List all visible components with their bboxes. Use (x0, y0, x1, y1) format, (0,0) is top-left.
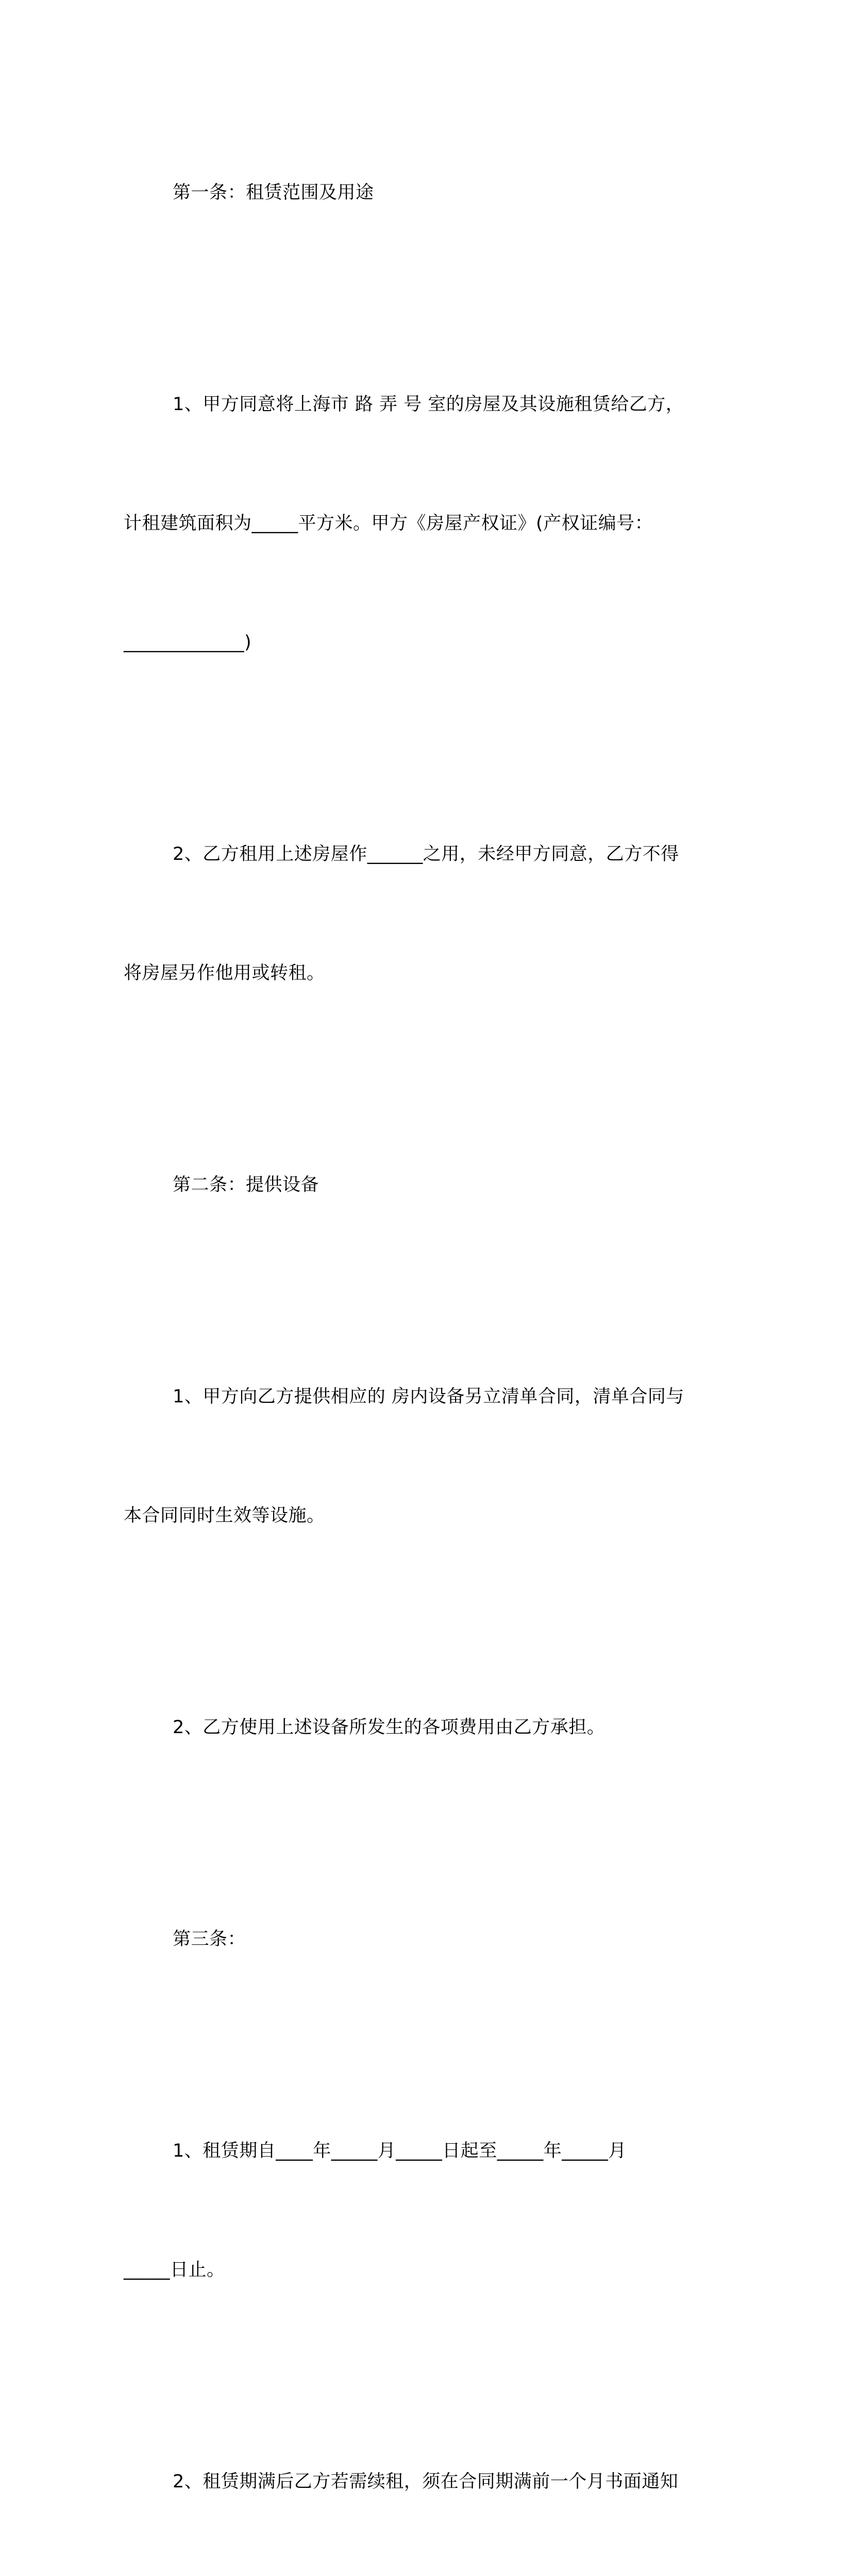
section-heading-3 (124, 1840, 716, 2039)
heading-text: 第三条： (173, 1929, 246, 1950)
clause-line: 本合同同时生效等设施。 (124, 1505, 325, 1526)
clause-line: 1、甲方同意将上海市 路 弄 号 室的房屋及其设施租赁给乙方， (173, 394, 684, 415)
clause-line: 2、乙方租用上述房屋作______之用，未经甲方同意，乙方不得 (173, 844, 679, 865)
clause-line: _____日止。 (124, 2260, 225, 2280)
clause-line: 将房屋另作他用或转租。 (124, 963, 325, 984)
clause-2-1 (124, 1298, 716, 1615)
clause-line: 1、甲方向乙方提供相应的 房内设备另立清单合同，清单合同与 (173, 1386, 684, 1407)
document-body (124, 94, 716, 2576)
heading-text: 第一条：租赁范围及用途 (173, 182, 374, 203)
clause-line: _____________) (124, 632, 252, 653)
clause-2-2 (124, 1629, 716, 1827)
clause-line: 2、租赁期满后乙方若需续租，须在合同期满前一个月书面通知 (173, 2471, 679, 2492)
section-heading-2 (124, 1086, 716, 1284)
clause-line: 1、租赁期自____年_____月_____日起至_____年_____月 (173, 2141, 627, 2161)
clause-1-1 (124, 306, 716, 742)
clause-3-2 (124, 2383, 716, 2576)
clause-line: 计租建筑面积为_____平方米。甲方《房屋产权证》(产权证编号： (124, 513, 653, 534)
section-heading-1 (124, 94, 716, 292)
clause-1-2 (124, 755, 716, 1073)
heading-text: 第二条：提供设备 (173, 1175, 319, 1195)
clause-3-1 (124, 2052, 716, 2369)
clause-line: 2、乙方使用上述设备所发生的各项费用由乙方承担。 (173, 1717, 605, 1738)
